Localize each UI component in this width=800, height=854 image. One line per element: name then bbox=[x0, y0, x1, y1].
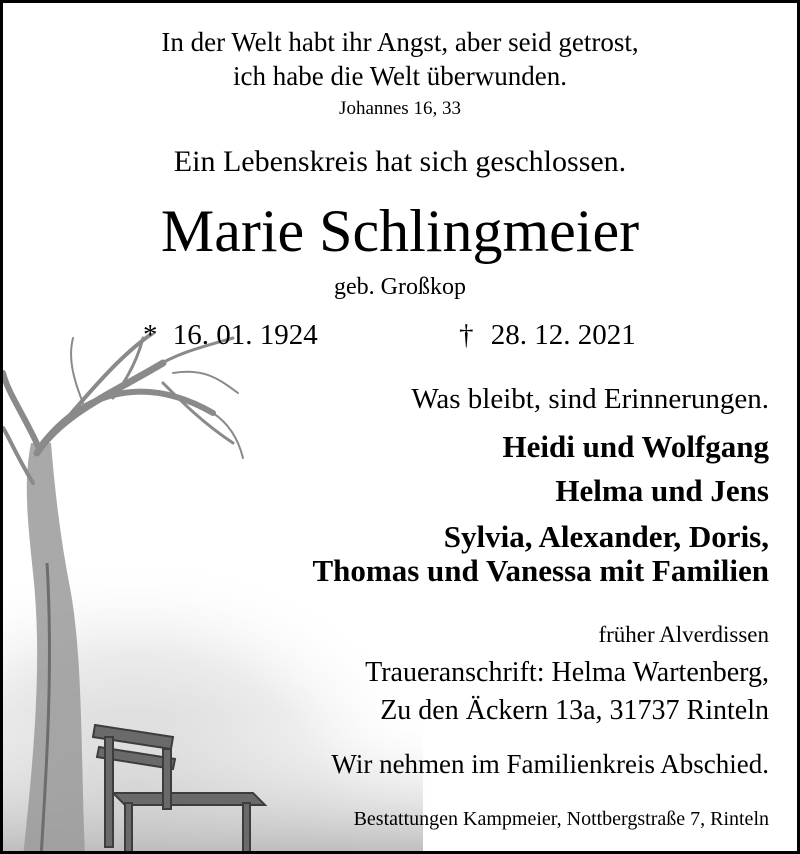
mourner-line: Sylvia, Alexander, Doris, bbox=[443, 519, 769, 554]
address-line-2: Zu den Äckern 13a, 31737 Rinteln bbox=[380, 695, 769, 726]
motto-source: Johannes 16, 33 bbox=[339, 98, 461, 119]
intro-text: Ein Lebenskreis hat sich geschlossen. bbox=[173, 145, 627, 178]
mourner-line: Thomas und Vanessa mit Familien bbox=[312, 553, 769, 588]
birth-date: 16. 01. 1924 bbox=[172, 319, 318, 351]
birth-name: geb. Großkop bbox=[334, 274, 466, 300]
undertaker-info: Bestattungen Kampmeier, Nottbergstraße 7, Rinteln bbox=[353, 808, 769, 830]
mourner-line: Helma und Jens bbox=[555, 473, 769, 508]
memory-quote: Was bleibt, sind Erinnerungen. bbox=[411, 383, 769, 415]
address-line-1: Traueranschrift: Helma Wartenberg, bbox=[365, 657, 769, 688]
death-symbol: † bbox=[459, 319, 474, 351]
deceased-name: Marie Schlingmeier bbox=[160, 198, 640, 264]
origin-note: früher Alverdissen bbox=[598, 622, 769, 647]
death-date-row bbox=[459, 321, 636, 350]
motto-line-2: ich habe die Welt überwunden. bbox=[233, 61, 567, 91]
death-date: 28. 12. 2021 bbox=[490, 319, 636, 351]
birth-symbol: * bbox=[143, 319, 158, 351]
mourner-line: Heidi und Wolfgang bbox=[502, 429, 769, 464]
birth-date-row bbox=[143, 321, 318, 350]
motto-line-1: In der Welt habt ihr Angst, aber seid getrost, bbox=[161, 27, 639, 57]
farewell-text: Wir nehmen im Familienkreis Abschied. bbox=[331, 749, 769, 779]
